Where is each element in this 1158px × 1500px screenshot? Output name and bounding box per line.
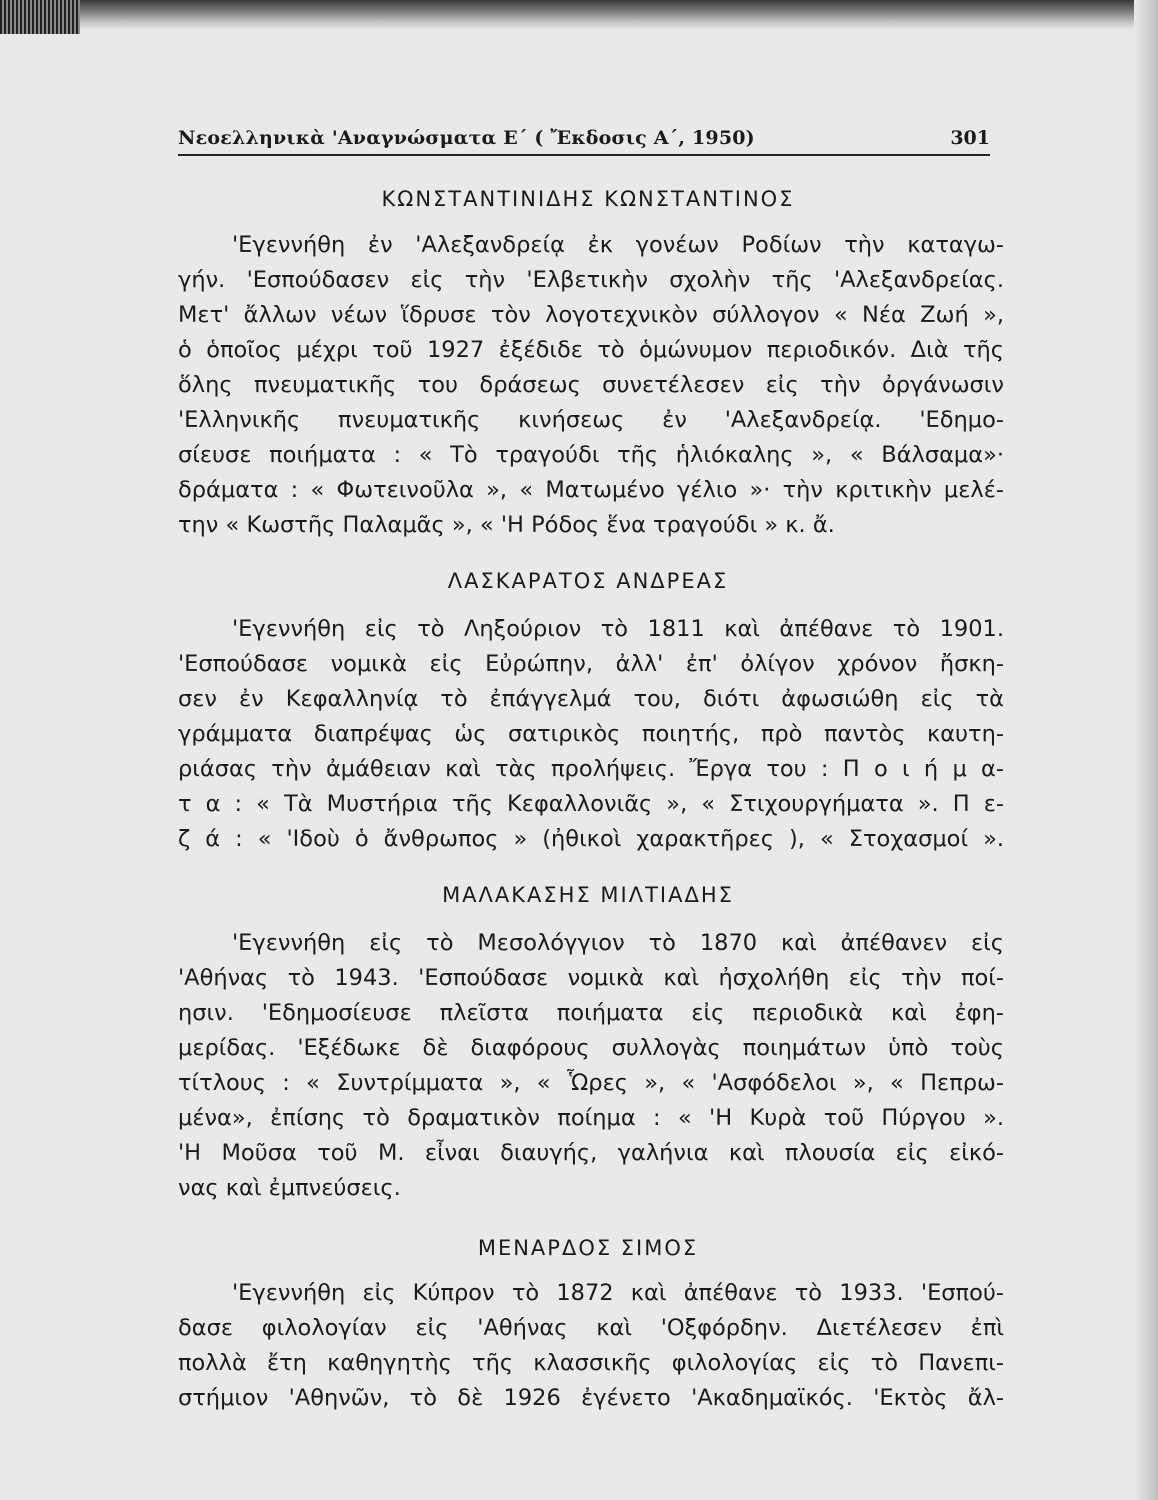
text-line: μένα», ἐπίσης τὸ δραματικὸν ποίημα : « 'Η Κυρὰ τοῦ Πύργου ». — [178, 1105, 1004, 1131]
text-line: μερίδας. 'Εξέδωκε δὲ διαφόρους συλλογὰς ποιημάτων ὑπὸ τοὺς — [178, 1035, 1004, 1061]
entry-heading-menardos: ΜΕΝΑΡΔΟΣ ΣΙΜΟΣ — [477, 1236, 699, 1260]
entry-heading-malakasis: ΜΑΛΑΚΑΣΗΣ ΜΙΛΤΙΑΔΗΣ — [442, 883, 734, 907]
text-line: δασε φιλολογίαν εἰς 'Αθήνας καὶ 'Οξφόρδην. Διετέλεσεν ἐπὶ — [178, 1315, 1004, 1341]
text-line: στήμιον 'Αθηνῶν, τὸ δὲ 1926 ἐγένετο 'Ακαδημαϊκός. 'Εκτὸς ἄλ- — [178, 1385, 1004, 1411]
text-line: 'Η Μοῦσα τοῦ Μ. εἶναι διαυγής, γαλήνια καὶ πλουσία εἰς εἰκό- — [178, 1140, 1004, 1166]
text-line: γράμματα διαπρέψας ὡς σατιρικὸς ποιητής, πρὸ παντὸς καυτη- — [178, 721, 1004, 747]
text-line: 'Εγεννήθη ἐν 'Αλεξανδρείᾳ ἐκ γονέων Ροδίων τὴν καταγω- — [232, 232, 1004, 258]
text-line: Μετ' ἄλλων νέων ἵδρυσε τὸν λογοτεχνικὸν σύλλογον « Νέα Ζωή », — [178, 302, 1004, 328]
entry-heading-konstantinidis: ΚΩΝΣΤΑΝΤΙΝΙΔΗΣ ΚΩΝΣΤΑΝΤΙΝΟΣ — [381, 187, 795, 211]
entry-heading-laskaratos: ΛΑΣΚΑΡΑΤΟΣ ΑΝΔΡΕΑΣ — [447, 569, 729, 593]
entry-body-laskaratos — [178, 612, 1004, 857]
text-line: πολλὰ ἔτη καθηγητὴς τῆς κλασσικῆς φιλολογίας εἰς τὸ Πανεπι- — [178, 1350, 1004, 1376]
text-line: ριάσας τὴν ἀμάθειαν καὶ τὰς προλήψεις. Ἔργα του : Π ο ι ή μ α- — [178, 756, 1004, 782]
entry-body-menardos — [178, 1276, 1004, 1416]
page-number: 301 — [950, 127, 990, 149]
text-line: 'Εγεννήθη εἰς τὸ Ληξούριον τὸ 1811 καὶ ἀπέθανε τὸ 1901. — [232, 616, 1004, 642]
text-line: 'Αθήνας τὸ 1943. 'Εσπούδασε νομικὰ καὶ ἠσχολήθη εἰς τὴν ποί- — [178, 965, 1004, 991]
text-line: γήν. 'Εσπούδασεν εἰς τὴν 'Ελβετικὴν σχολὴν τῆς 'Αλεξανδρείας. — [178, 267, 1004, 293]
text-line: τίτλους : « Συντρίμματα », « Ὧρες », « 'Ασφόδελοι », « Πεπρω- — [178, 1070, 1004, 1096]
text-line: νας καὶ ἐμπνεύσεις. — [178, 1175, 401, 1201]
text-line: σεν ἐν Κεφαλληνίᾳ τὸ ἐπάγγελμά του, διότι ἀφωσιώθη εἰς τὰ — [178, 686, 1004, 712]
text-line: 'Εγεννήθη εἰς Κύπρον τὸ 1872 καὶ ἀπέθανε τὸ 1933. 'Εσπού- — [232, 1280, 1004, 1306]
entry-body-malakasis — [178, 926, 1004, 1206]
text-line: την « Κωστῆς Παλαμᾶς », « 'Η Ρόδος ἕνα τραγούδι » κ. ἄ. — [178, 512, 835, 538]
text-line: ὁ ὁποῖος μέχρι τοῦ 1927 ἐξέδιδε τὸ ὁμώνυμον περιοδικόν. Διὰ τῆς — [178, 337, 1004, 363]
running-head-title: Νεοελληνικὰ 'Αναγνώσματα Ε΄ ( Ἔκδοσις Α΄, 1950) — [178, 127, 755, 149]
text-line: 'Εσπούδασε νομικὰ εἰς Εὐρώπην, ἀλλ' ἐπ' ὀλίγον χρόνον ἤσκη- — [178, 651, 1004, 677]
text-line: σίευσε ποιήματα : « Τὸ τραγούδι τῆς ἡλιόκαλης », « Βάλσαμα»· — [178, 442, 1004, 468]
text-line: ὅλης πνευματικῆς του δράσεως συνετέλεσεν εἰς τὴν ὀργάνωσιν — [178, 372, 1004, 398]
text-line: δράματα : « Φωτεινοῦλα », « Ματωμένο γέλιο »· τὴν κριτικὴν μελέ- — [178, 477, 1004, 503]
text-line: ζ ά : « 'Ιδοὺ ὁ ἄνθρωπος » (ἠθικοὶ χαρακτῆρες ), « Στοχασμοί ». — [178, 826, 1004, 852]
running-head — [178, 124, 990, 156]
entry-body-konstantinidis — [178, 228, 1004, 543]
text-line: 'Εγεννήθη εἰς τὸ Μεσολόγγιον τὸ 1870 καὶ ἀπέθανεν εἰς — [232, 930, 1004, 956]
text-line: τ α : « Τὰ Μυστήρια τῆς Κεφαλλονιᾶς », « Στιχουργήματα ». Π ε- — [178, 791, 1004, 817]
text-line: ησιν. 'Εδημοσίευσε πλεῖστα ποιήματα εἰς περιοδικὰ καὶ ἐφη- — [178, 1000, 1004, 1026]
text-line: 'Ελληνικῆς πνευματικῆς κινήσεως ἐν 'Αλεξανδρείᾳ. 'Εδημο- — [178, 407, 1004, 433]
